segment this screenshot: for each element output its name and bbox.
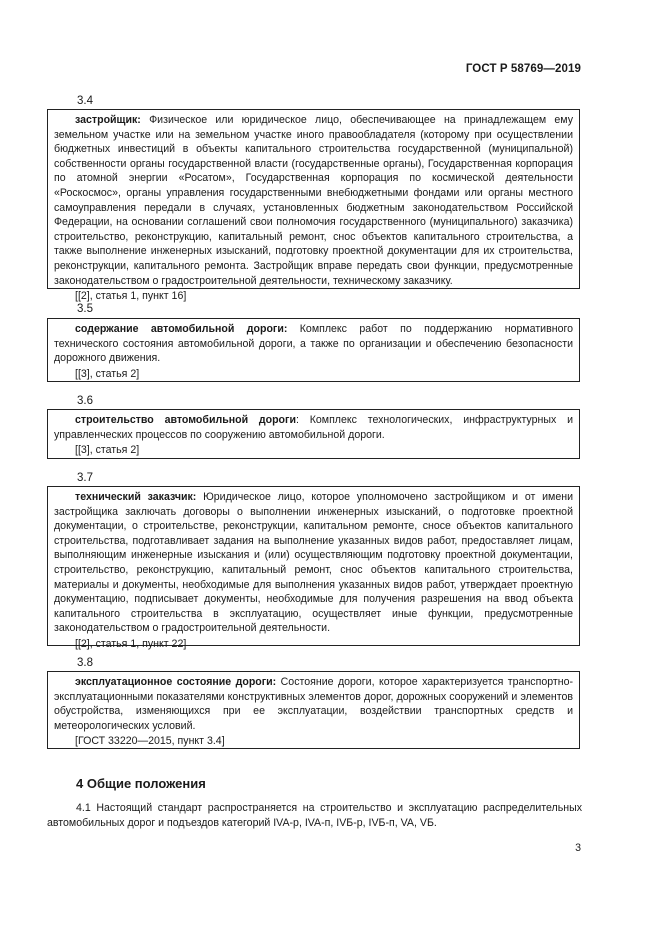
entry-term: содержание автомобильной дороги:	[75, 323, 288, 335]
entry-source: [[2], статья 1, пункт 22]	[75, 637, 187, 650]
entry-source: [[3], статья 2]	[75, 367, 140, 380]
entry-box	[47, 109, 580, 303]
entry-term: застройщик:	[75, 114, 141, 126]
entry-number: 3.7	[77, 472, 93, 484]
section-paragraph-container	[47, 801, 582, 830]
entry-box	[47, 486, 580, 650]
entry-number: 3.8	[77, 657, 93, 669]
document-code: ГОСТ Р 58769—2019	[465, 63, 581, 75]
entry-term: технический заказчик:	[75, 491, 197, 503]
entry-number: 3.5	[77, 303, 93, 315]
entry-source: [ГОСТ 33220—2015, пункт 3.4]	[75, 735, 225, 748]
entry-number: 3.6	[77, 395, 93, 407]
entry-term: эксплуатационное состояние дороги:	[75, 676, 277, 688]
entry-definition	[54, 113, 573, 288]
entry-box	[47, 409, 580, 459]
section-paragraph: 4.1 Настоящий стандарт распространяется на строительство и эксплуатацию распределительных автомобильных дорог и подъездов категорий IVA-р, IVA-п, IVБ-р, IVБ-п, VA, VБ.	[47, 802, 582, 829]
entry-definition	[54, 322, 573, 366]
entry-text: Комплекс работ по поддержанию нормативного технического состояния автомобильной дороги, а также по организации и обеспечению безопасности дорожного движения.	[54, 323, 573, 365]
page-number: 3	[575, 842, 581, 854]
entry-source: [[2], статья 1, пункт 16]	[75, 290, 187, 303]
entry-box	[47, 671, 580, 749]
entry-text: Физическое или юридическое лицо, обеспечивающее на принадлежащем ему земельном участке или на земельном участке иного правообладателя (которому при осуществлении бюджетных инвестиций в объекты капитального строительства государственной (муниципальной) собственности органы государственной власти (государственные органы), Государственная корпорация по атомной энергии «Росатом», Государственная корпорация по космической деятельности «Роскосмос», органы управления государственными внебюджетными фондами или органы местного самоуправления передали в случаях, установленных бюджетным законодательством Российской Федерации, на основании соглашений свои полномочия государственного (муниципального) заказчика) строительство, реконструкцию, капитальный ремонт, снос объектов капитального строительства, а также выполнение инженерных изысканий, подготовку проектной документации для их строительства, реконструкции, капитального ремонта. Застройщик вправе передать свои функции, предусмотренные законодательством о градостроительной деятельности, техническому заказчику.	[54, 114, 573, 287]
entry-box	[47, 318, 580, 382]
entry-term: строительство автомобильной дороги	[75, 414, 296, 426]
section-title: 4 Общие положения	[76, 776, 206, 791]
entry-definition	[54, 413, 573, 442]
entry-text: : Комплекс технологических, инфраструктурных и управленческих процессов по сооружению автомобильной дороги.	[54, 414, 573, 441]
entry-definition	[54, 675, 573, 733]
entry-text: Юридическое лицо, которое уполномочено застройщиком и от имени застройщика заключать договоры о выполнении инженерных изысканий, о подготовке проектной документации, о строительстве, реконструкции, капитальном ремонте, сносе объектов капитального строительства, подготавливает задания на выполнение указанных видов работ, предоставляет лицам, выполняющим инженерные изыскания и (или) осуществляющим подготовку проектной документации, строительство, реконструкцию, капитальный ремонт, снос объектов капитального строительства, материалы и документы, необходимые для выполнения указанных видов работ, утверждает проектную документацию, подписывает документы, необходимые для получения разрешения на ввод объекта капитального строительства в эксплуатацию, осуществляет иные функции, предусмотренные законодательством о градостроительной деятельности.	[54, 491, 573, 635]
entry-number: 3.4	[77, 95, 93, 107]
entry-definition	[54, 490, 573, 636]
entry-source: [[3], статья 2]	[75, 444, 140, 457]
entry-text: Состояние дороги, которое характеризуется транспортно-эксплуатационными показателями конструктивных элементов дорог, дорожных сооружений и элементов обустройства, изменяющихся при ее эксплуатации, воздействии транспортных средств и метеорологических условий.	[54, 676, 573, 732]
